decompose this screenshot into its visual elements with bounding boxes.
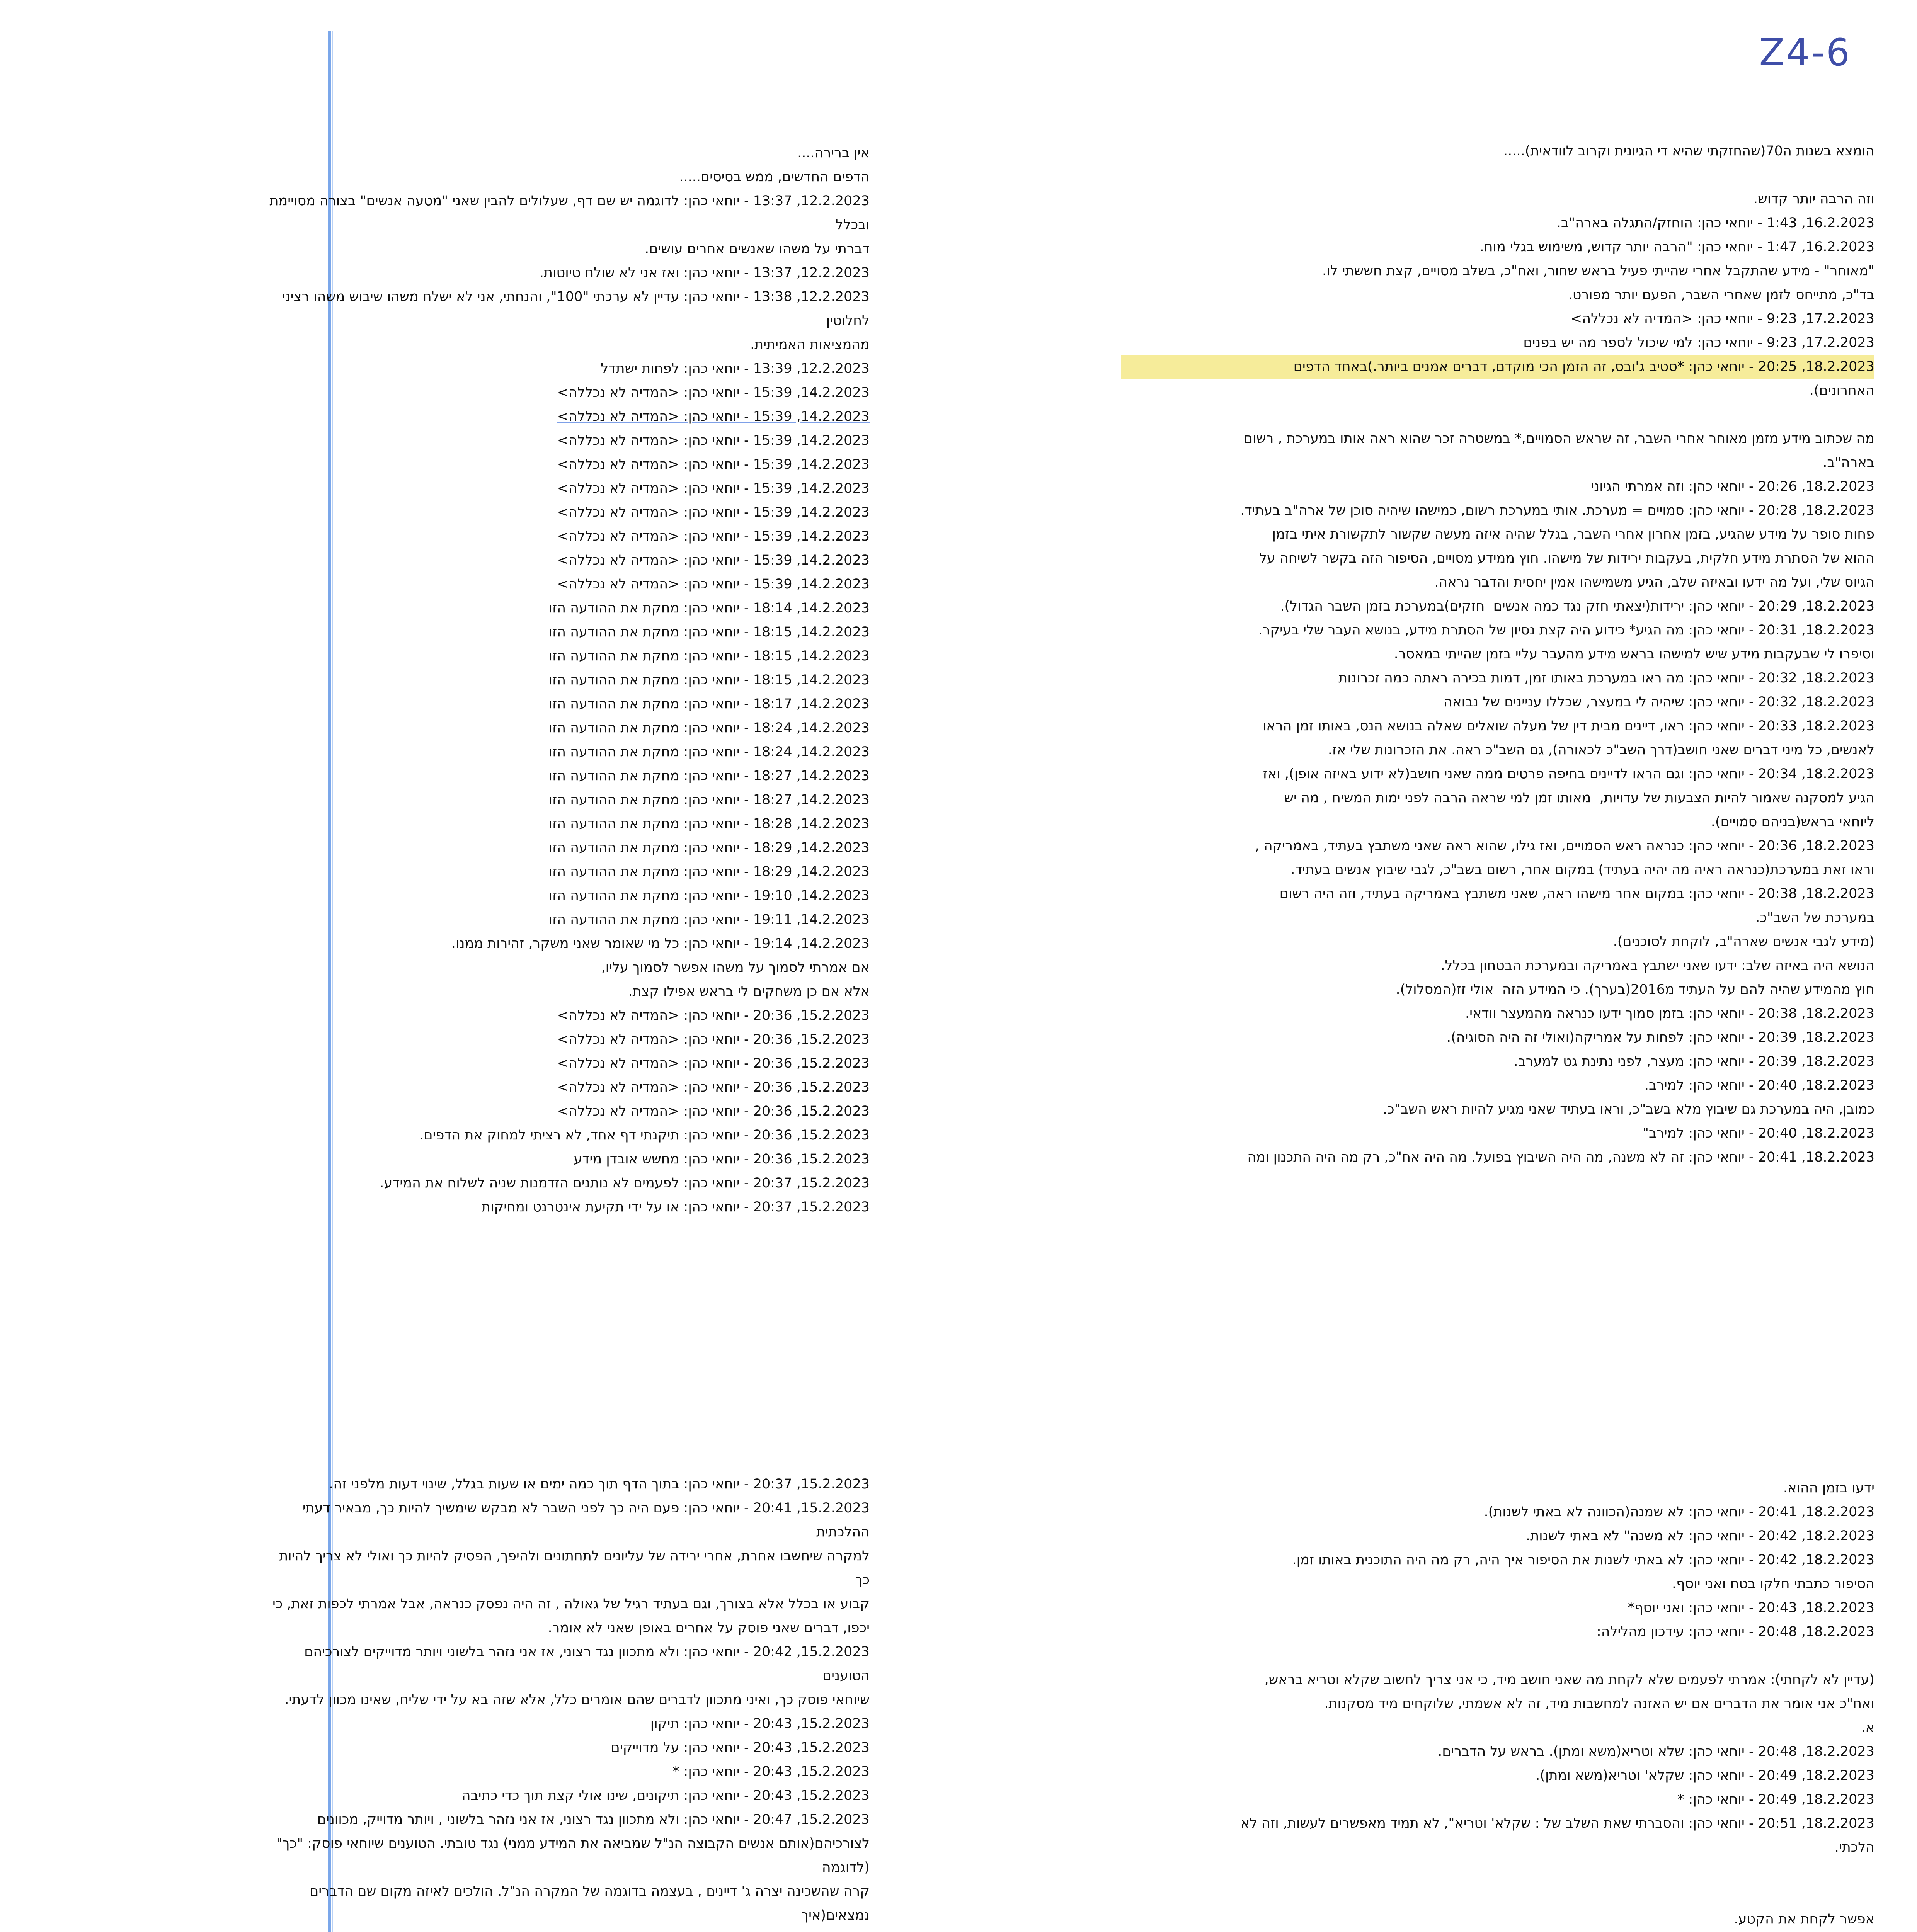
chat-line: 14.2.2023, 15:39 - יוחאי כהן: <המדיה לא נכללה> (557, 409, 870, 424)
chat-line: 15.2.2023, 20:43 - יוחאי כהן: על מדוייקים (611, 1740, 870, 1755)
chat-line: חוץ מהמידע שהיה להם על העתיד מ2016(בערך). כי המידע הזה אולי זז(המסלול). (1396, 982, 1874, 997)
chat-line: ידעו בזמן ההוא. (1783, 1480, 1874, 1496)
chat-line: 15.2.2023, 20:37 - יוחאי כהן: לפעמים לא נותנים הזדמנות שניה לשלוח את המידע. (380, 1175, 870, 1191)
chat-line: 18.2.2023, 20:41 - יוחאי כהן: לא שמנה(הכוונה לא באתי לשנות). (1484, 1504, 1874, 1520)
chat-line: 18.2.2023, 20:39 - יוחאי כהן: לפחות על אמריקה(ואולי זה היה הסוגיה). (1447, 1030, 1874, 1045)
chat-line: אין ברירה.... (797, 145, 870, 161)
chat-line: 14.2.2023, 18:27 - יוחאי כהן: מחקת את ההודעה הזו (548, 768, 870, 784)
chat-line: הגיוס שלי, ועל מה ידעו ובאיזה שלב, הגיע משמישהו אמין יחסית והדבר נראה. (1434, 575, 1874, 590)
chat-line: 15.2.2023, 20:43 - יוחאי כהן: תיקון (650, 1716, 870, 1731)
chat-line: 14.2.2023, 15:39 - יוחאי כהן: <המדיה לא נכללה> (557, 529, 870, 544)
chat-line: 15.2.2023, 20:43 - יוחאי כהן: * (672, 1764, 870, 1779)
chat-line: 18.2.2023, 20:42 - יוחאי כהן: לא משנה" לא באתי לשנות. (1525, 1528, 1874, 1544)
chat-line: 14.2.2023, 18:14 - יוחאי כהן: מחקת את ההודעה הזו (548, 600, 870, 616)
chat-line: 18.2.2023, 20:39 - יוחאי כהן: מעצר, לפני נתינת גט למערב. (1514, 1054, 1874, 1069)
chat-line: 12.2.2023, 13:37 - יוחאי כהן: לדוגמה יש שם דף, שעלולים להבין שאני "מטעה אנשים" בצורה מסויימת ובכלל (265, 193, 870, 233)
chat-line: 14.2.2023, 15:39 - יוחאי כהן: <המדיה לא נכללה> (557, 481, 870, 496)
chat-line: "מאוחר" - מידע שהתקבל אחרי שהייתי פעיל בראש שחור, ואח"כ, בשלב מסויים, קצת חששתי לו. (1322, 263, 1874, 279)
chat-line: קרה שהשכינה יצרה ג' דיינים , בעצמה בדוגמה של המקרה הנ"ל. הולכים לאיזה מקום שם הדברים נמצאים(איך (305, 1884, 870, 1923)
chat-line: 14.2.2023, 15:39 - יוחאי כהן: <המדיה לא נכללה> (557, 577, 870, 592)
chat-line: 18.2.2023, 20:43 - יוחאי כהן: ואני יוסף* (1628, 1600, 1874, 1616)
chat-line: 18.2.2023, 20:34 - יוחאי כהן: וגם הראו לדיינים בחיפה פרטים ממה שאני חושב(לא ידוע באיזה אופן), ואז (1263, 766, 1874, 782)
chat-line: 14.2.2023, 18:27 - יוחאי כהן: מחקת את ההודעה הזו (548, 792, 870, 808)
chat-line: 14.2.2023, 18:15 - יוחאי כהן: מחקת את ההודעה הזו (548, 648, 870, 664)
chat-line: 18.2.2023, 20:26 - יוחאי כהן: וזה אמרתי הגיוני (1591, 479, 1874, 494)
chat-line: 14.2.2023, 19:11 - יוחאי כהן: מחקת את ההודעה הזו (548, 912, 870, 927)
chat-line (1121, 163, 1874, 187)
chat-line: 15.2.2023, 20:41 - יוחאי כהן: פעם היה כך לפני השבר לא מבקש שימשיך להיות כך, מבאיר דעתי ההלכתית (298, 1500, 870, 1540)
chat-line (1121, 1859, 1874, 1883)
column-top-left (267, 141, 870, 1219)
chat-line: 18.2.2023, 20:25 - יוחאי כהן: *סטיב ג'ובס, זה הזמן הכי מוקדם, דברים אמנים ביותר.)באחד הדפים (1121, 355, 1874, 379)
column-top-right (1121, 139, 1874, 1169)
page-number-mark: Z4-6 (1759, 31, 1851, 74)
chat-line: 18.2.2023, 20:29 - יוחאי כהן: ירידות(יצאתי חזק נגד כמה אנשים חזקים)במערכת בזמן השבר הגדול). (1280, 599, 1874, 614)
chat-line: 18.2.2023, 20:36 - יוחאי כהן: כנראה ראש הסמויים, ואז גילו, שהוא ראה שאני משתבץ בעתיד, באמריקה , (1255, 838, 1874, 854)
chat-line: מה שכתוב מידע מזמן מאוחר אחרי השבר, זה שראש הסמויים,* במשטרה זכר שהוא ראה אותו במערכת , רשום (1244, 431, 1874, 446)
chat-line: 18.2.2023, 20:40 - יוחאי כהן: למירב. (1644, 1078, 1874, 1093)
chat-line: הלכתי. (1834, 1840, 1874, 1855)
chat-line: בד"כ, מתייחס לזמן שאחרי השבר, הפעם יותר מפורט. (1568, 287, 1874, 303)
chat-line: ההוא של הסתרת מידע חלקית, בעקבות ירידות של מישהו. חוץ ממידע מסויים, הסיפור הזה בקשר לשיחה על (1259, 551, 1874, 566)
chat-line: 18.2.2023, 20:32 - יוחאי כהן: מה ראו במערכת באותו זמן, דמות בכירה ראתה כמה זכרונות (1338, 670, 1874, 686)
column-bottom-left (267, 1472, 870, 1932)
chat-line: 14.2.2023, 15:39 - יוחאי כהן: <המדיה לא נכללה> (557, 553, 870, 568)
chat-line: אפשר לקחת את הקטע. (1734, 1912, 1874, 1927)
chat-line: 15.2.2023, 20:43 - יוחאי כהן: תיקונים, שינו אולי קצת תוך כדי כתיבה (461, 1788, 870, 1803)
chat-line: ואח"כ אני אומר את הדברים אם יש האזנה למחשבות מיד, זה לא אשמתי, שלוקחים מיד מסקנות. (1324, 1696, 1874, 1711)
chat-line: 17.2.2023, 9:23 - יוחאי כהן: למי שיכול לספר מה יש בפנים (1523, 335, 1874, 350)
chat-line: דברתי על משהו שאנשים אחרים עושים. (645, 241, 870, 257)
chat-line: 14.2.2023, 19:10 - יוחאי כהן: מחקת את ההודעה הזו (548, 888, 870, 903)
chat-line: למקרה שיחשבו אחרת, אחרי ירידה של עליונים לתחתונים ולהיפך, הפסיק להיות כך ואולי לא צריך להיות כך (274, 1548, 870, 1588)
chat-line: 18.2.2023, 20:31 - יוחאי כהן: מה הגיע* כידוע היה קצת נסיון של הסתרת מידע, בנושא העבר שלי בעיקר. (1258, 622, 1874, 638)
chat-line: 18.2.2023, 20:38 - יוחאי כהן: במקום אחר מישהו ראה, שאני משתבץ באמריקה בעתיד, וזה היה רשום (1279, 886, 1874, 901)
chat-line: 18.2.2023, 20:38 - יוחאי כהן: בזמן סמוך ידעו כנראה מהמעצר וודאי. (1465, 1006, 1874, 1021)
chat-line: 15.2.2023, 20:36 - יוחאי כהן: <המדיה לא נכללה> (557, 1032, 870, 1047)
chat-line: 14.2.2023, 18:15 - יוחאי כהן: מחקת את ההודעה הזו (548, 624, 870, 640)
chat-line: 12.2.2023, 13:37 - יוחאי כהן: ואז אני לא שולח טיוטות. (539, 265, 870, 281)
chat-line (1121, 1883, 1874, 1907)
chat-line: 12.2.2023, 13:39 - יוחאי כהן: לפחות ישתדל (601, 361, 870, 376)
chat-line: 18.2.2023, 20:48 - יוחאי כהן: עידכון מהלילה: (1596, 1624, 1874, 1639)
chat-line: 18.2.2023, 20:28 - יוחאי כהן: סמויים = מערכת. אותי במערכת רשום, כמישהו שיהיה סוכן של ארה"ב בעתיד. (1240, 503, 1874, 518)
chat-line: 14.2.2023, 18:24 - יוחאי כהן: מחקת את ההודעה הזו (548, 744, 870, 760)
chat-line: 15.2.2023, 20:36 - יוחאי כהן: <המדיה לא נכללה> (557, 1008, 870, 1023)
chat-line: 14.2.2023, 15:39 - יוחאי כהן: <המדיה לא נכללה> (557, 385, 870, 400)
chat-line: 15.2.2023, 20:42 - יוחאי כהן: ולא מתכוון נגד רצוני, אז אני נזהר בלשוני ויותר מדוייקים לצורכיהם הטוענים (300, 1644, 870, 1684)
chat-line: 18.2.2023, 20:49 - יוחאי כהן: שקלא' וטריא(משא ומתן). (1536, 1768, 1874, 1783)
chat-line (1121, 1644, 1874, 1668)
chat-line: 18.2.2023, 20:51 - יוחאי כהן: והסברתי שאת השלב של : שקלא' וטריא", לא תמיד מאפשרים לעשות, וזה לא (1240, 1816, 1874, 1831)
chat-line: 18.2.2023, 20:40 - יוחאי כהן: למירב" (1642, 1126, 1874, 1141)
chat-line: 14.2.2023, 15:39 - יוחאי כהן: <המדיה לא נכללה> (557, 433, 870, 448)
chat-line: 15.2.2023, 20:36 - יוחאי כהן: תיקנתי דף אחד, לא רציתי למחוק את הדפים. (419, 1128, 870, 1143)
chat-line: פחות סופר על מידע שהגיע, בזמן אחרון אחרי השבר, בגלל שהיה איזה מעשה שקשור לתקשורת איתי בזמן (1272, 527, 1874, 542)
chat-line: 18.2.2023, 20:48 - יוחאי כהן: שלא וטריא(משא ומתן). בראש על הדברים. (1438, 1744, 1874, 1759)
chat-line: 14.2.2023, 18:29 - יוחאי כהן: מחקת את ההודעה הזו (548, 840, 870, 855)
chat-line: 15.2.2023, 20:36 - יוחאי כהן: <המדיה לא נכללה> (557, 1056, 870, 1071)
chat-line: 14.2.2023, 19:14 - יוחאי כהן: כל מי שאומר שאני משקר, זהירות ממנו. (451, 936, 870, 951)
chat-line: 18.2.2023, 20:32 - יוחאי כהן: שיהיה לי במעצר, שכללו עניינים של נבואה (1444, 694, 1874, 710)
chat-line: 14.2.2023, 15:39 - יוחאי כהן: <המדיה לא נכללה> (557, 457, 870, 472)
chat-line: 16.2.2023, 1:47 - יוחאי כהן: "הרבה יותר קדוש, משימוש בגלי מוח. (1479, 239, 1874, 255)
chat-line: 15.2.2023, 20:47 - יוחאי כהן: ולא מתכוון נגד רצוני, אז אני נזהר בלשוני , ויותר מדוייק, מכוונים (317, 1812, 870, 1827)
chat-line: יכפו, דברים שאני פוסק על אחרים באופן שאני לא אומר. (548, 1620, 870, 1636)
chat-line (267, 1927, 870, 1932)
chat-line: ליוחאי בראש(בניהם סמויים). (1711, 814, 1874, 830)
chat-line: לצורכיהם(אותם אנשים הקבוצה הנ"ל שמביאה את המידע ממני) נגד טובתי. הטוענים שיוחאי פוסק: "כך"(לדוגמה (276, 1836, 870, 1875)
chat-line: 18.2.2023, 20:41 - יוחאי כהן: זה לא משנה, מה היה השיבוץ בפועל. מה היה אח"כ, רק מה היה התכנון ומה (1247, 1150, 1874, 1165)
chat-line: 18.2.2023, 20:33 - יוחאי כהן: ראו, דיינים מבית דין של מעלה שואלים שאלה בנושא הנס, באותו זמן הראו (1262, 718, 1874, 734)
chat-line: א. (1861, 1720, 1874, 1735)
chat-line: כמובן, היה במערכת גם שיבוץ מלא בשב"כ, וראו בעתיד שאני מגיע להיות ראש השב"כ. (1382, 1102, 1874, 1117)
chat-line: קבוע או בכלל אלא בצורך, וגם בעתיד רגיל של גאולה , זה היה נפסק כנראה, אבל אמרתי לכפות זאת, כי (272, 1596, 870, 1612)
chat-line: 14.2.2023, 18:15 - יוחאי כהן: מחקת את ההודעה הזו (548, 672, 870, 688)
chat-line: 14.2.2023, 18:29 - יוחאי כהן: מחקת את ההודעה הזו (548, 864, 870, 879)
chat-line: לאנשים, כל מיני דברים שאני חושב(דרך השב"כ לכאורה), גם השב"כ ראה. את הזכרונות שלי אז. (1328, 742, 1874, 758)
chat-line: 17.2.2023, 9:23 - יוחאי כהן: <המדיה לא נכללה> (1570, 311, 1874, 327)
chat-line: שיוחאי פוסק כך, ואיני מתכוון לדברים שהם אומרים כלל, אלא שזה בא על ידי שליח, שאינו מכוון לדעתי. (284, 1692, 870, 1708)
chat-line: 15.2.2023, 20:36 - יוחאי כהן: <המדיה לא נכללה> (557, 1080, 870, 1095)
chat-line: 15.2.2023, 20:37 - יוחאי כהן: או על ידי תקיעת אינטרנט ומחיקות (481, 1199, 870, 1215)
chat-line: 14.2.2023, 18:28 - יוחאי כהן: מחקת את ההודעה הזו (548, 816, 870, 832)
column-bottom-right (1121, 1476, 1874, 1932)
chat-line: במערכת של השב"כ. (1755, 910, 1874, 925)
chat-line: 12.2.2023, 13:38 - יוחאי כהן: עדיין לא ערכתי "100", והנחתי, אני לא ישלח משהו שיבוש משהו רציני לחלוטין (278, 289, 870, 328)
chat-line: 18.2.2023, 20:49 - יוחאי כהן: * (1677, 1792, 1874, 1807)
chat-line: 15.2.2023, 20:36 - יוחאי כהן: מחשש אובדן מידע (574, 1151, 870, 1167)
chat-line: וזה הרבה יותר קדוש. (1753, 191, 1874, 207)
chat-line: מהמציאות האמיתית. (750, 337, 870, 352)
chat-line: הסיפור כתבתי חלקו בטח ואני יוסף. (1672, 1576, 1874, 1592)
chat-line: 16.2.2023, 1:43 - יוחאי כהן: הוחזק/התגלה בארה"ב. (1556, 215, 1874, 231)
chat-line: אם אמרתי לסמוך על משהו אפשר לסמוך עליו, (601, 960, 870, 975)
chat-line: 15.2.2023, 20:37 - יוחאי כהן: בתוך הדף תוך כמה ימים או שעות בגלל, שינוי דעות מלפני זה. (329, 1476, 870, 1492)
chat-line (1121, 403, 1874, 427)
chat-line: הומצא בשנות ה70(שהחזקתי שהיא די הגיונית וקרוב לוודאית)..... (1503, 143, 1874, 159)
chat-line: וסיפרו לי שבעקבות מידע שיש למישהו בראש מידע מהעבר עליי בזמן שהייתי במאסר. (1394, 646, 1874, 662)
chat-line: האחרונים). (1809, 383, 1874, 398)
chat-line: 18.2.2023, 20:42 - יוחאי כהן: לא באתי לשנות את הסיפור איך היה, רק מה היה התוכנית באותו זמן. (1292, 1552, 1874, 1568)
chat-line: (עדיין לא לקחתי): אמרתי לפעמים שלא לקחת מה שאני חושב מיד, כי אני צריך לחשוב שקלא וטריא בראש, (1264, 1672, 1874, 1687)
chat-line: וראו זאת במערכת(כנראה ראיה מה יהיה בעתיד) במקום אחר, רשום בשב"כ, לגבי שיבוץ אנשים בעתיד. (1290, 862, 1874, 878)
chat-line: הנושא היה באיזה שלב: ידעו שאני ישתבץ באמריקה ובמערכת הבטחון בכלל. (1440, 958, 1874, 973)
chat-line: (מידע לגבי אנשים שארה"ב, לוקחת לסוכנים). (1613, 934, 1874, 949)
chat-line: הדפים החדשים, ממש בסיסים..... (679, 169, 870, 185)
chat-line: 14.2.2023, 15:39 - יוחאי כהן: <המדיה לא נכללה> (557, 505, 870, 520)
chat-line: הגיע למסקנה שאמור להיות הצבעות של עדויות, מאותו זמן למי שראה הרבה לפני ימות המשיח , מה יש (1284, 790, 1874, 806)
chat-line: 15.2.2023, 20:36 - יוחאי כהן: <המדיה לא נכללה> (557, 1104, 870, 1119)
chat-line: 14.2.2023, 18:17 - יוחאי כהן: מחקת את ההודעה הזו (548, 696, 870, 712)
chat-line: בארה"ב. (1823, 455, 1874, 470)
chat-line: 14.2.2023, 18:24 - יוחאי כהן: מחקת את ההודעה הזו (548, 720, 870, 736)
chat-line: אלא אם כן משחקים לי בראש אפילו קצת. (628, 984, 870, 999)
